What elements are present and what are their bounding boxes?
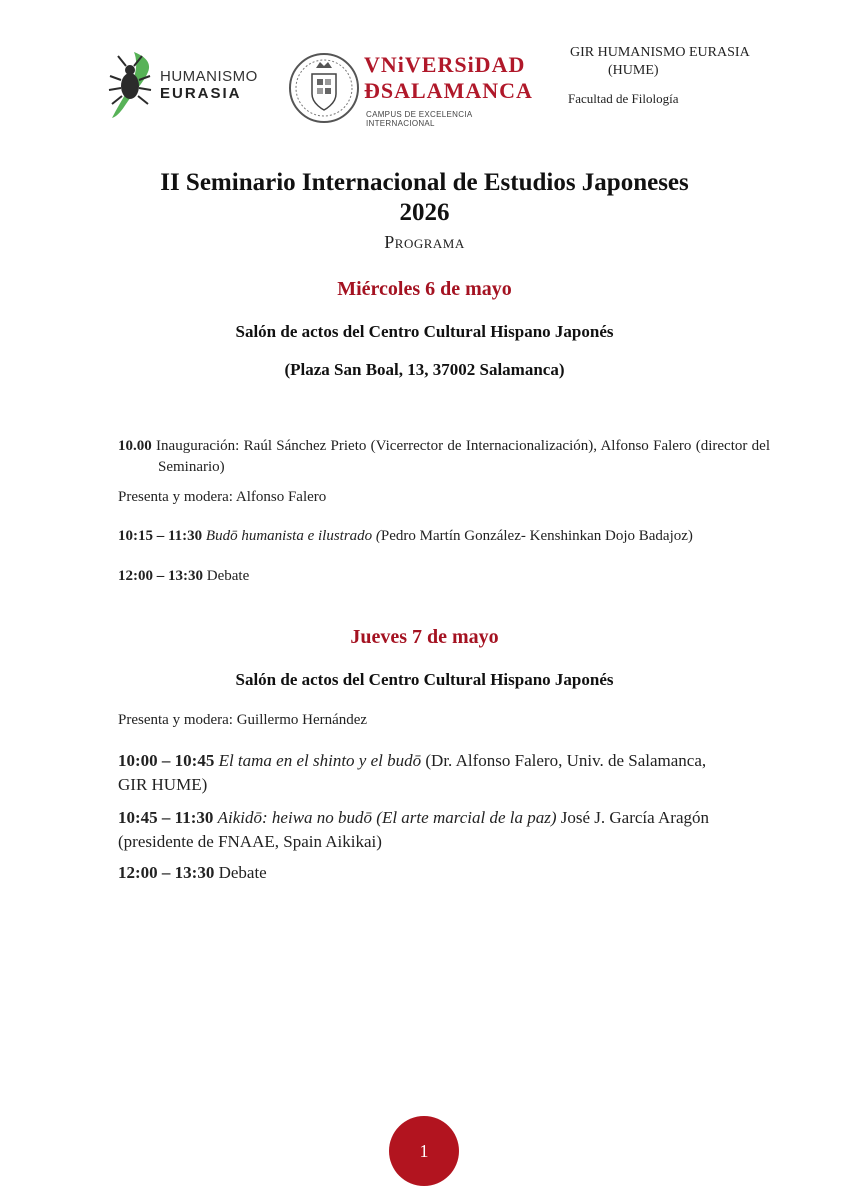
day1-moderator: Presenta y modera: Alfonso Falero bbox=[118, 489, 327, 505]
day2-item-talk-2 bbox=[118, 806, 730, 854]
universidad-salamanca-logo bbox=[288, 48, 533, 128]
title-year: 2026 bbox=[399, 199, 450, 226]
day2-heading: Jueves 7 de mayo bbox=[350, 626, 499, 648]
day1-item-inauguration bbox=[118, 436, 770, 478]
day1-heading: Miércoles 6 de mayo bbox=[337, 278, 512, 300]
title-line-1: II Seminario Internacional de Estudios Japoneses bbox=[160, 169, 689, 196]
day1-address: (Plaza San Boal, 13, 37002 Salamanca) bbox=[284, 360, 565, 379]
page-number: 1 bbox=[419, 1140, 429, 1161]
document-title bbox=[0, 168, 849, 228]
day1-venue: Salón de actos del Centro Cultural Hispano Japonés bbox=[235, 322, 614, 341]
page-number-badge bbox=[389, 1116, 459, 1186]
beetle-icon bbox=[104, 48, 160, 120]
day2-item3-text: Debate bbox=[214, 863, 267, 882]
usal-logo-text-2: ÐSALAMANCA bbox=[364, 78, 533, 103]
day1-item-talk bbox=[118, 526, 730, 547]
day2-item-talk-1 bbox=[118, 749, 730, 797]
day2-item2-title: Aikidō: heiwa no budō (El arte marcial de la paz) bbox=[217, 808, 557, 827]
day1-item3-time: 12:00 – 13:30 bbox=[118, 568, 203, 584]
day2-item2-speaker: José J. García Aragón (presidente de FNAAE, Spain Aikikai) bbox=[118, 808, 709, 851]
program-subtitle: Programa bbox=[384, 232, 465, 252]
day1-item1-time: 10.00 bbox=[118, 438, 152, 454]
hume-logo-text-2: EURASIA bbox=[160, 85, 242, 102]
hume-logo-text-1: HUMANISMO bbox=[160, 68, 258, 85]
usal-logo-tagline: CAMPUS DE EXCELENCIA INTERNACIONAL bbox=[366, 110, 473, 128]
day1-item2-title: Budō humanista e ilustrado ( bbox=[205, 528, 381, 544]
day2-item-debate bbox=[118, 861, 730, 885]
day1-item2-speaker: Pedro Martín González- Kenshinkan Dojo Badajoz) bbox=[380, 528, 693, 544]
day2-item1-speaker: (Dr. Alfonso Falero, Univ. de Salamanca, GIR HUME) bbox=[118, 751, 707, 794]
day2-item1-time: 10:00 – 10:45 bbox=[118, 751, 215, 770]
university-seal-icon bbox=[288, 48, 360, 128]
day2-item2-time: 10:45 – 11:30 bbox=[118, 808, 214, 827]
day2-venue: Salón de actos del Centro Cultural Hispano Japonés bbox=[235, 670, 614, 689]
faculty-name: Facultad de Filología bbox=[568, 91, 679, 106]
usal-logo-text-1: VNiVERSiDAD bbox=[364, 52, 526, 77]
day2-item1-title: El tama en el shinto y el budō bbox=[218, 751, 422, 770]
day1-item1-text: Inauguración: Raúl Sánchez Prieto (Vicerrector de Internacionalización), Alfonso Falero (director del Seminario) bbox=[151, 438, 770, 475]
day1-item2-time: 10:15 – 11:30 bbox=[118, 528, 203, 544]
day2-moderator: Presenta y modera: Guillermo Hernández bbox=[118, 712, 368, 728]
gir-name: GIR HUMANISMO EURASIA bbox=[570, 45, 750, 60]
day1-item-debate bbox=[118, 566, 730, 587]
research-group-header bbox=[560, 44, 790, 108]
gir-acronym: (HUME) bbox=[608, 63, 659, 78]
humanismo-eurasia-logo bbox=[104, 48, 274, 120]
day2-item3-time: 12:00 – 13:30 bbox=[118, 863, 215, 882]
day1-item3-text: Debate bbox=[203, 568, 250, 584]
